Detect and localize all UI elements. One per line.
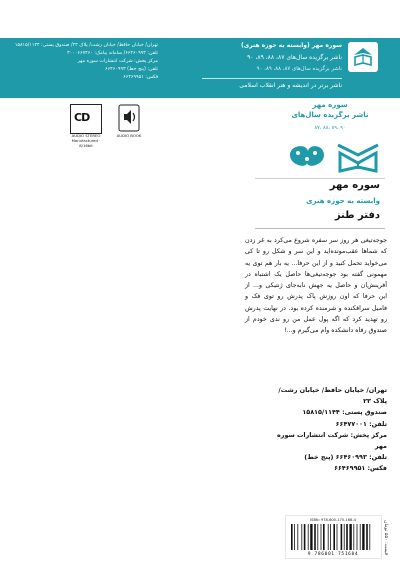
contact-line: مرکز پخش: شرکت انتشارات سوره مهر (277, 430, 387, 451)
barcode-bar (323, 524, 325, 550)
banner-divider (202, 78, 342, 79)
barcode-bar (360, 524, 361, 550)
brand-title: سوره مهر ناشر برگزیده سال‌های (291, 101, 369, 119)
barcode-bar (291, 524, 293, 550)
contact-line: صندوق پستی: ۱۵۸۱۵/۱۱۴۴ (302, 408, 387, 417)
barcode-bar (301, 524, 302, 550)
barcode-bar (330, 524, 331, 550)
series-divider (255, 228, 385, 229)
contact-line: تلفن: (پنج خط) ۶۶۴۶۰۹۹۳ (105, 67, 158, 72)
barcode-digits: 9 786001 751684 (307, 552, 359, 557)
isbn-barcode (285, 515, 382, 559)
section-divider (255, 178, 385, 179)
publisher-line-1: سوره مهر (وابسته به حوزه هنری) (240, 42, 342, 49)
publisher-name: سوره مهر (329, 180, 380, 191)
isbn-number: ISBN: 978-600-175-168-4 (310, 518, 356, 522)
contact-line: تهران/ خیابان حافظ/ خیابان رشت/ پلاک ۲۳ (278, 386, 387, 406)
barcode-bar (317, 524, 318, 550)
publisher-line-4: ناشر برتر در اندیشه و هنر انقلاب اسلامی (239, 82, 342, 89)
barcode-bar (314, 524, 316, 550)
compact-disc-logo-icon (70, 104, 102, 134)
barcode-bar (308, 524, 309, 550)
publisher-line-2: ناشر برگزیده سال‌های ۸۷، ۸۸، ۸۹، ۹۰ (247, 54, 342, 61)
contact-line: تهران/ خیابان حافظ/ خیابان رشت/ پلاک ۲۳/ صندوق پستی: ۱۵۸۱۵/۱۱۴۴ (14, 43, 158, 48)
barcode-bar (333, 524, 335, 550)
barcode-bar (337, 524, 338, 550)
contact-line: فکس: ۶۶۴۶۹۹۵۱ (334, 464, 387, 473)
barcode-bar (321, 524, 322, 550)
barcode-bar (357, 524, 358, 550)
publisher-banner (160, 38, 386, 98)
contact-line: تلفن: ۶۶۴۷۷۰۰۱ (335, 419, 387, 428)
contact-info-top (8, 42, 158, 94)
barcode-bar (344, 524, 345, 550)
contact-line: تلفن: ۶۶۴۶۰۹۹۳/ سامانه پیامک: ۳۰۰۰۶۶۷۴۶۰ (67, 51, 158, 56)
contact-line: فکس: ۶۶۴۶۹۹۵۱ (123, 75, 158, 80)
barcode-bar (346, 524, 348, 550)
barcode-bar (362, 524, 364, 550)
series-title: دفتر طنز (334, 210, 380, 221)
barcode-bar (353, 524, 354, 550)
barcode-bar (366, 524, 368, 550)
publisher-affiliation: وابسته به حوزه هنری (306, 197, 380, 205)
barcode-bar (341, 524, 343, 550)
barcode-bar (297, 524, 298, 550)
barcode-bar (310, 524, 312, 550)
contact-info-bottom (270, 385, 387, 475)
contact-line: تلفن: ۶۶۴۶۰۹۹۳ (پنج خط) (304, 453, 387, 462)
back-cover-blurb: جوجه‌تیغی هر روز سر سفره شروع می‌کرد به غر زدن که شما‌ها عقب‌مونده‌اید و این سر و شکل رو تا کی می‌خواید تحمل کنید و از این حرفا... یه بار هم توی یه مهمونی گفته بود جوجه‌تیغی‌ها حاصل یک اشتباه در آفرینش‌ان و حاصل یه جهش نابه‌جای ژنتیکی و... از این حرفا که اون روزش پاک پدرش رو توی فک و فامیل سرافکنده و شرمنده کرده بود. در نهایت پدرش رو تهدید کرد که اگه پول عمل من رو ندی خودم از صندوق رفاه دانشکده وام می‌گیرم و...! (245, 237, 387, 335)
barcode-bar (369, 524, 370, 550)
publisher-logo-icon (348, 42, 378, 72)
barcode-bar (328, 524, 329, 550)
barcode-bar (349, 524, 351, 550)
price-label: قیمت: ۵۵۰ تومان (383, 520, 388, 556)
publisher-emblem-icon (284, 137, 380, 179)
audio-book-icon (118, 104, 140, 132)
barcode-bar (304, 524, 306, 550)
cd-logo-text: CD (74, 111, 90, 124)
barcode-bars (290, 524, 376, 550)
publisher-line-3: ناشر برگزیده سال‌های ۸۷، ۸۸، ۸۹، ۹۰ (256, 66, 342, 72)
audio-book-label: AUDIO BOOK (116, 133, 142, 138)
contact-line: مرکز پخش: شرکت انتشارات سوره مهر (77, 59, 158, 64)
cd-label: AUDIO STEREO Manufactured · 8/16bit (71, 133, 101, 148)
barcode-bar (294, 524, 295, 550)
brand-years: ۹۰ ،۸۹ ،۸۸ ،۸۷ (314, 125, 346, 131)
